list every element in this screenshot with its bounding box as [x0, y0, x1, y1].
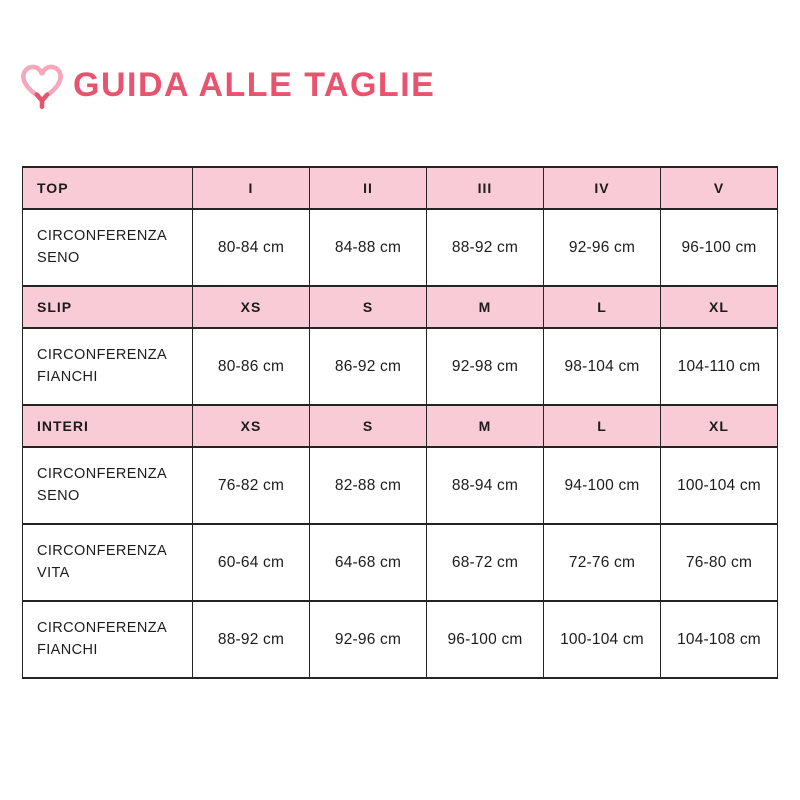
section-header-row-slip [23, 286, 778, 328]
measurement-label: CIRCONFERENZA VITA [23, 524, 193, 601]
size-column-header: M [427, 405, 544, 447]
measurement-label: CIRCONFERENZA SENO [23, 209, 193, 286]
measurement-value: 92-98 cm [427, 328, 544, 405]
measurement-value: 104-110 cm [661, 328, 778, 405]
measurement-value: 94-100 cm [544, 447, 661, 524]
measurement-value: 92-96 cm [544, 209, 661, 286]
measurement-value: 72-76 cm [544, 524, 661, 601]
measurement-value: 96-100 cm [661, 209, 778, 286]
section-header-row-top [23, 167, 778, 209]
measurement-value: 88-92 cm [427, 209, 544, 286]
size-column-header: M [427, 286, 544, 328]
measurement-row [23, 601, 778, 678]
measurement-value: 86-92 cm [310, 328, 427, 405]
size-column-header: II [310, 167, 427, 209]
section-header-row-interi [23, 405, 778, 447]
size-column-header: V [661, 167, 778, 209]
measurement-value: 100-104 cm [544, 601, 661, 678]
measurement-label: CIRCONFERENZA FIANCHI [23, 328, 193, 405]
measurement-value: 100-104 cm [661, 447, 778, 524]
measurement-value: 76-82 cm [193, 447, 310, 524]
size-column-header: L [544, 405, 661, 447]
measurement-value: 80-86 cm [193, 328, 310, 405]
measurement-value: 88-92 cm [193, 601, 310, 678]
section-label: INTERI [23, 405, 193, 447]
measurement-row [23, 447, 778, 524]
section-label: SLIP [23, 286, 193, 328]
size-column-header: S [310, 405, 427, 447]
size-column-header: XS [193, 405, 310, 447]
size-column-header: L [544, 286, 661, 328]
measurement-value: 88-94 cm [427, 447, 544, 524]
measurement-label: CIRCONFERENZA SENO [23, 447, 193, 524]
measurement-value: 96-100 cm [427, 601, 544, 678]
measurement-value: 68-72 cm [427, 524, 544, 601]
measurement-value: 104-108 cm [661, 601, 778, 678]
size-column-header: IV [544, 167, 661, 209]
page-header [20, 60, 435, 110]
size-column-header: I [193, 167, 310, 209]
size-column-header: XL [661, 405, 778, 447]
size-column-header: XS [193, 286, 310, 328]
measurement-value: 64-68 cm [310, 524, 427, 601]
brand-heart-y-logo-icon [20, 60, 64, 110]
measurement-row [23, 209, 778, 286]
measurement-value: 92-96 cm [310, 601, 427, 678]
measurement-value: 76-80 cm [661, 524, 778, 601]
section-label: TOP [23, 167, 193, 209]
measurement-value: 80-84 cm [193, 209, 310, 286]
measurement-label: CIRCONFERENZA FIANCHI [23, 601, 193, 678]
size-column-header: III [427, 167, 544, 209]
measurement-value: 60-64 cm [193, 524, 310, 601]
measurement-value: 82-88 cm [310, 447, 427, 524]
measurement-value: 84-88 cm [310, 209, 427, 286]
page-title: GUIDA ALLE TAGLIE [73, 65, 436, 104]
size-guide-table [22, 166, 778, 679]
size-column-header: XL [661, 286, 778, 328]
measurement-row [23, 328, 778, 405]
measurement-value: 98-104 cm [544, 328, 661, 405]
measurement-row [23, 524, 778, 601]
size-column-header: S [310, 286, 427, 328]
